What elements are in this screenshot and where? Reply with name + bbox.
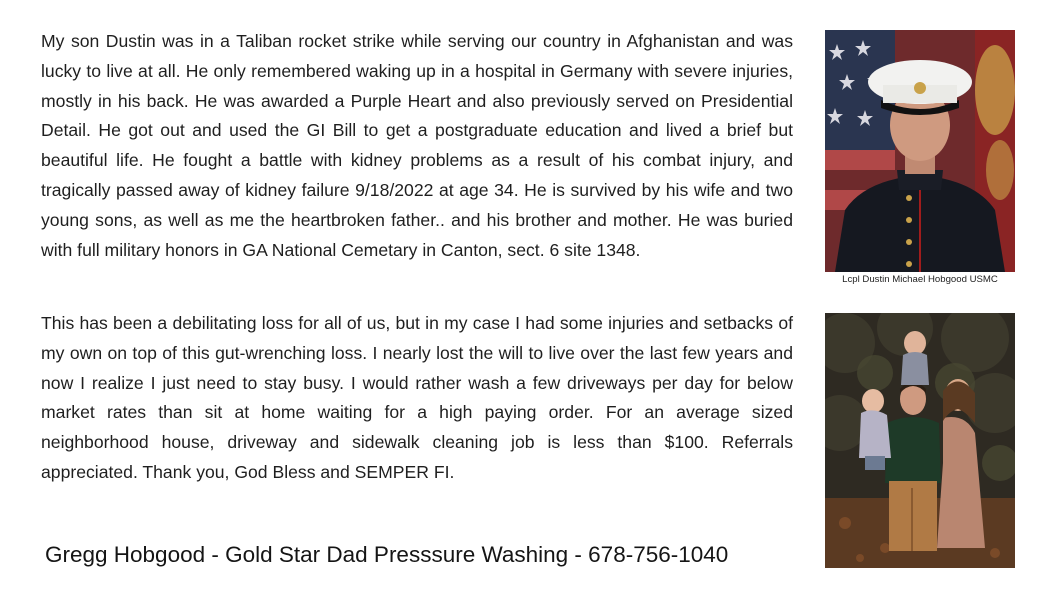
appeal-paragraph: This has been a debilitating loss for all of us, but in my case I had some injuries and setbacks of my own on top of this gut-wrenching loss. I nearly lost the will to live over the last few years and now I realize I just need to stay busy. I would rather wash a few driveways per day for below market rates than sit at home waiting for a high paying order. For an average sized neighborhood house, driveway and sidewalk cleaning job is less than $100. Referrals appreciated. Thank you, God Bless and SEMPER FI.: [41, 313, 793, 482]
story-paragraph: My son Dustin was in a Taliban rocket strike while serving our country in Afghanistan and was lucky to live at all. He only remembered waking up in a hospital in Germany with severe injuries, mostly in his back. He was awarded a Purple Heart and also previously served on Presidential Detail. He got out and used the GI Bill to get a postgraduate education and lived a brief but beautiful life. He fought a battle with kidney problems as a result of his combat injury, and tragically passed away of kidney failure 9/18/2022 at age 34. He is survived by his wife and two young sons, as well as me the heartbroken father.. and his brother and mother. He was buried with full military honors in GA National Cemetary in Canton, sect. 6 site 1348.: [41, 31, 793, 260]
marine-photo-caption: Lcpl Dustin Michael Hobgood USMC: [842, 274, 998, 285]
marine-portrait-photo: [825, 30, 1015, 272]
family-photo: [825, 313, 1015, 568]
contact-signature: Gregg Hobgood - Gold Star Dad Presssure Washing - 678-756-1040: [45, 542, 729, 567]
